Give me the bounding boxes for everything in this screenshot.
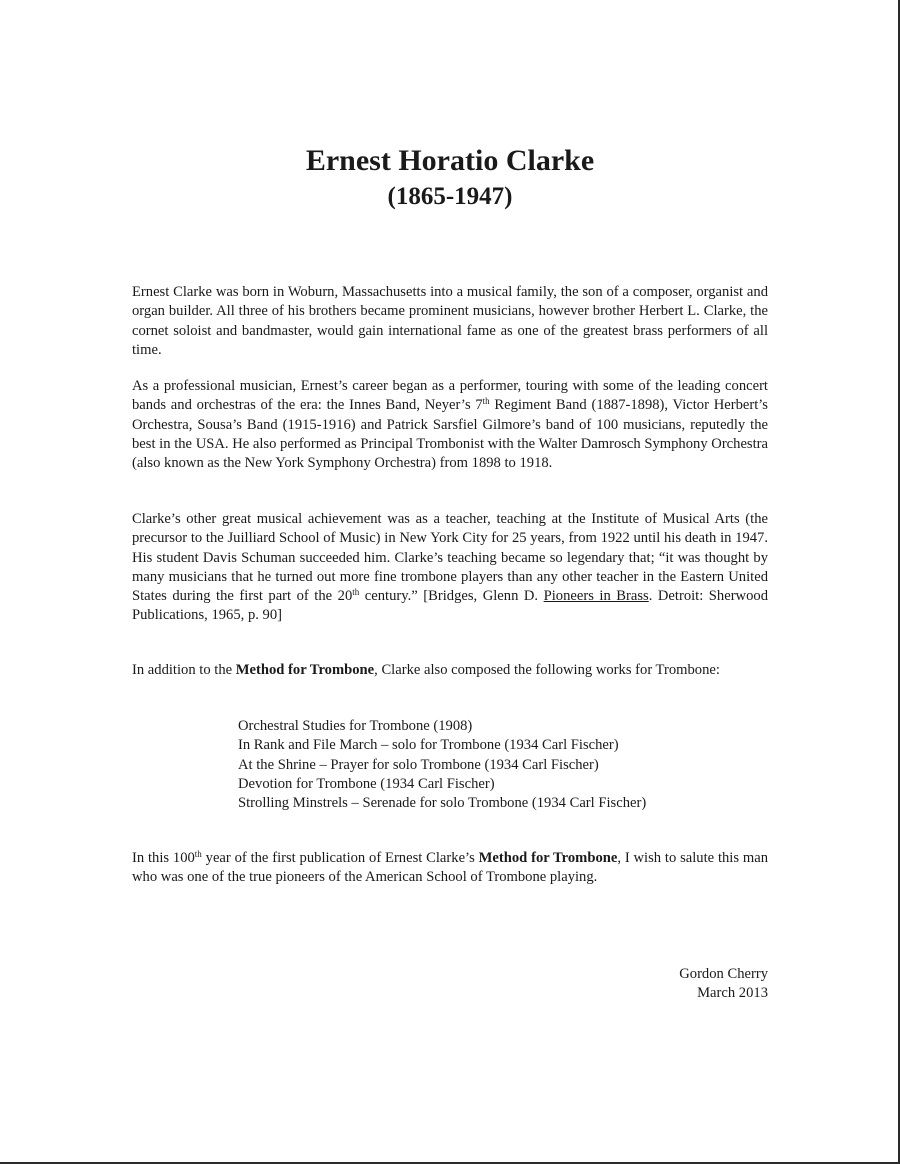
ordinal-superscript: th: [352, 587, 360, 598]
works-list-item: Orchestral Studies for Trombone (1908): [238, 718, 473, 734]
paragraph-text: Ernest Clarke was born in Woburn, Massachusetts into a musical family, the son of a composer, organist and organ builder. All three of his brothers became prominent musicians, however brother Herbert L. Clarke, the cornet soloist and bandmaster, would gain international fame as one of the greatest brass performers of all time.: [132, 284, 768, 358]
text-span: , Clarke also composed the following works for Trombone:: [374, 662, 720, 678]
paragraph-text: [132, 661, 768, 680]
text-span: Clarke’s other great musical achievement was as a teacher, teaching at the Institute of Musical Arts (the precursor to the Juilliard School of Music) in New York City for 25 years, from 1922 until his death in 1947. His student Davis Schuman succeeded him. Clarke’s teaching became so legendary that; “it was thought by many musicians that he turned out more fine trombone players than any other teacher in the Eastern United States during the first part of the 20: [132, 511, 768, 605]
signature-date: March 2013: [697, 985, 768, 1002]
text-span: As a professional musician, Ernest’s career began as a performer, touring with some of the leading concert bands and orchestras of the era: the Innes Band, Neyer’s 7: [132, 378, 768, 414]
works-list-item: Devotion for Trombone (1934 Carl Fischer): [238, 775, 495, 792]
paragraph-performing-career: [132, 377, 768, 473]
ordinal-superscript: th: [482, 396, 490, 407]
paragraph-compositions-intro: [132, 661, 768, 680]
works-list-item: In Rank and File March – solo for Trombone (1934 Carl Fischer): [238, 737, 619, 754]
method-title-bold: Method for Trombone: [235, 662, 375, 678]
works-list-item: Strolling Minstrels – Serenade for solo Trombone (1934 Carl Fischer): [238, 795, 647, 812]
method-title-bold: Method for Trombone: [478, 850, 618, 866]
paragraph-text: [132, 849, 768, 888]
signature-block: [679, 965, 768, 1004]
text-span: Regiment Band (1887-1898), Victor Herbert’s Orchestra, Sousa’s Band (1915-1916) and Patrick Sarsfiel Gilmore’s band of 100 musicians, reputedly the best in the USA. He also performed as Principal Trombonist with the Walter Damrosch Symphony Orchestra (also known as the New York Symphony Orchestra) from 1898 to 1918.: [132, 397, 768, 472]
document-title: Ernest Horatio Clarke: [305, 144, 595, 177]
text-span: . Detroit: Sherwood Publications, 1965, p. 90]: [132, 588, 768, 624]
text-span: century.” [Bridges, Glenn D.: [359, 588, 544, 605]
ordinal-superscript: th: [194, 849, 202, 859]
text-span: In this 100: [132, 850, 195, 866]
document-subtitle-dates: (1865-1947): [387, 183, 513, 210]
signature-name: Gordon Cherry: [679, 966, 768, 982]
text-span: In addition to the: [132, 662, 236, 678]
paragraph-centenary-salute: [132, 849, 768, 888]
works-list-item: At the Shrine – Prayer for solo Trombone (1934 Carl Fischer): [238, 756, 599, 773]
paragraph-text: [132, 377, 768, 473]
paragraph-teaching: [132, 510, 768, 626]
paragraph-early-life: [132, 283, 768, 360]
works-list: [238, 717, 798, 813]
book-title-underlined: Pioneers in Brass: [543, 588, 649, 605]
paragraph-text: [132, 510, 768, 626]
text-span: , I wish to salute this man who was one of the true pioneers of the American School of Trombone playing.: [132, 850, 768, 886]
text-span: year of the first publication of Ernest Clarke’s: [201, 850, 479, 866]
